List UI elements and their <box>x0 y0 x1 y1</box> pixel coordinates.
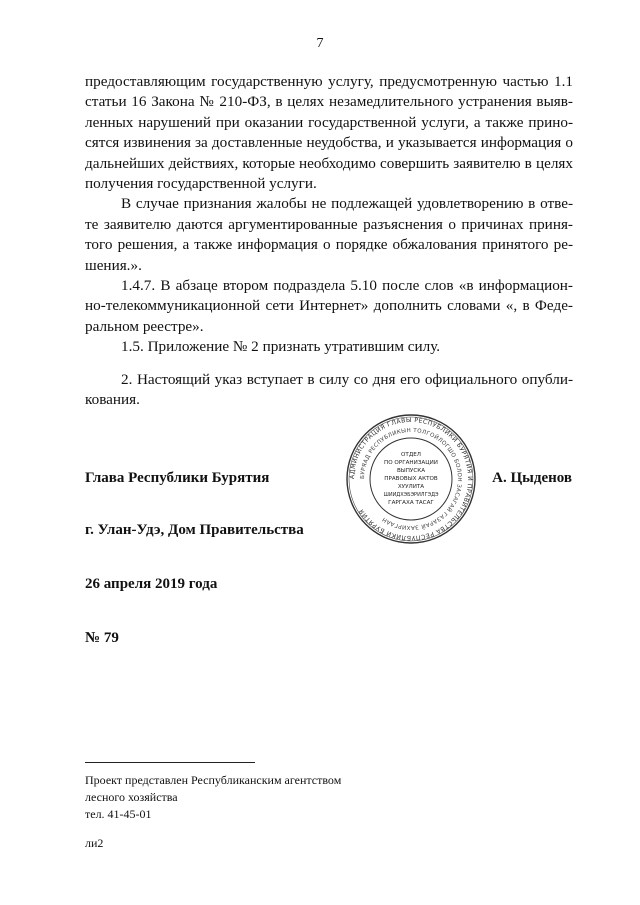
signatory-name: А. Цыденов <box>492 470 572 486</box>
footnote-line: тел. 41-45-01 <box>85 807 152 821</box>
signatory-position: Глава Республики Бурятия <box>85 470 270 486</box>
signing-place: г. Улан-Удэ, Дом Правительства <box>85 522 304 538</box>
seal-text: ВЫПУСКА <box>396 468 426 474</box>
paragraph-4 <box>85 337 573 357</box>
text-line: получения государственной услуги. <box>85 175 317 193</box>
text-line: статьи 16 Закона № 210-ФЗ, в целях незамедлительного устранения выяв- <box>85 93 573 111</box>
seal-text: ПО ОРГАНИЗАЦИИ <box>384 460 438 466</box>
decree-number: № 79 <box>85 630 119 646</box>
text-line: 1.5. Приложение № 2 признать утратившим силу. <box>121 338 441 356</box>
text-line: В случае признания жалобы не подлежащей удовлетворению в отве- <box>121 195 573 213</box>
document-code: ли2 <box>85 836 104 850</box>
paragraph-1 <box>85 72 573 194</box>
text-line: те заявителю даются аргументированные разъяснения о причинах приня- <box>85 215 573 233</box>
decree-body <box>85 72 573 411</box>
seal-text: ГАРГАХА ТАСАГ <box>388 500 434 506</box>
seal-text: ПРАВОВЫХ АКТОВ <box>384 476 438 482</box>
svg-text:АДМИНИСТРАЦИЯ ГЛАВЫ РЕСПУБЛИКИ: АДМИНИСТРАЦИЯ ГЛАВЫ РЕСПУБЛИКИ БУРЯТИЯ И ПРАВИТЕЛЬСТВА РЕСПУБЛИКИ БУРЯТИЯ <box>348 416 474 542</box>
official-seal-stamp <box>344 412 478 546</box>
text-line: предоставляющим государственную услугу, предусмотренную частью 1.1 <box>85 73 573 90</box>
footnote-divider <box>85 762 255 763</box>
text-line: того решения, а также информация о порядке обжалования принятого ре- <box>85 236 573 254</box>
footnote-line: Проект представлен Республиканским агентством <box>85 773 342 787</box>
signing-date: 26 апреля 2019 года <box>85 576 218 592</box>
seal-text: ХУУЛИТА <box>397 484 425 490</box>
text-line: ральном реестре». <box>85 317 204 335</box>
svg-text:БУРЯАД РЕСПУБЛИКЫН ТОЛГОЙЛОГШО: БУРЯАД РЕСПУБЛИКЫН ТОЛГОЙЛОГШО БОЛОН ЗАСАГАЙ ГАЗАРАЙ ЗАХИРГААН <box>359 427 463 531</box>
page-number: 7 <box>316 36 324 51</box>
text-line: 2. Настоящий указ вступает в силу со дня его официального опубли- <box>121 370 573 388</box>
text-line: ленных нарушений при оказании государственной услуги, а также прино- <box>85 113 573 131</box>
paragraph-3 <box>85 276 573 337</box>
text-line: 1.4.7. В абзаце втором подраздела 5.10 после слов «в информацион- <box>121 277 573 295</box>
text-line: кования. <box>85 391 140 409</box>
paragraph-2 <box>85 194 573 276</box>
paragraph-5 <box>85 370 573 411</box>
seal-text: ШИИДХЭБЭРИЛГЭДЭ <box>383 492 439 498</box>
footnote-line: лесного хозяйства <box>85 790 178 804</box>
seal-text: ОТДЕЛ <box>401 452 421 458</box>
footnote <box>85 772 341 823</box>
text-line: шения.». <box>85 256 142 274</box>
text-line: сятся извинения за доставленные неудобства, и указывается информация о <box>85 134 573 152</box>
text-line: дальнейших действиях, которые необходимо совершить заявителю в целях <box>85 154 573 172</box>
text-line: но-телекоммуникационной сети Интернет» дополнить словами «, в Федe- <box>85 297 573 315</box>
